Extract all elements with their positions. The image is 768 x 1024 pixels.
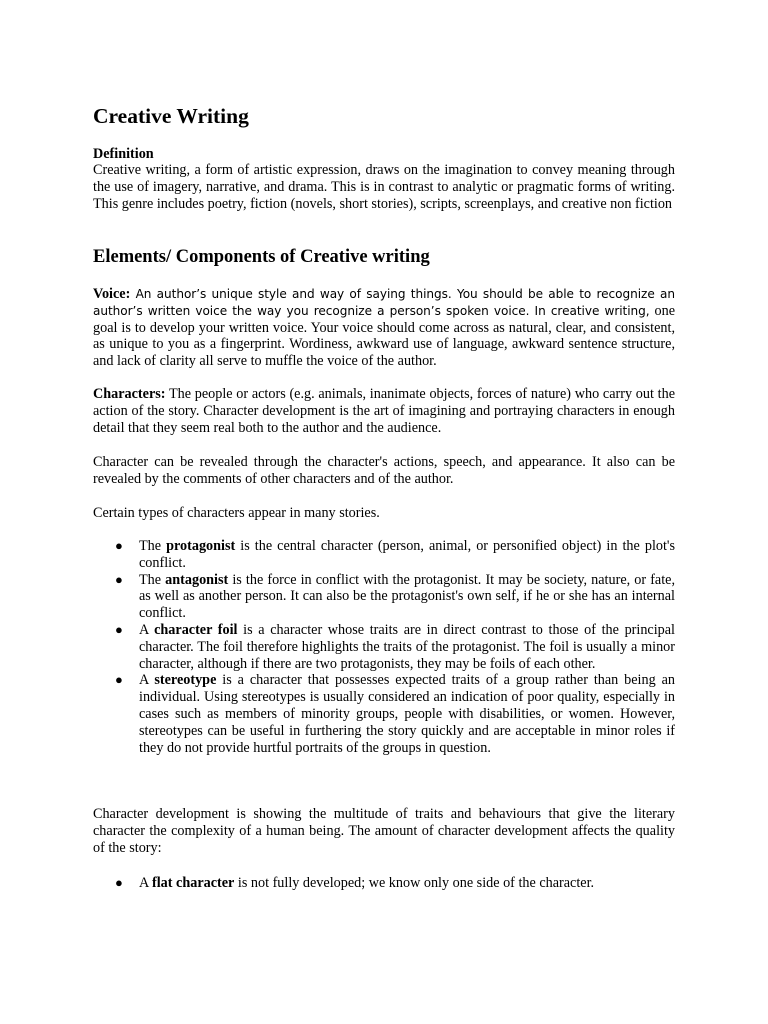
- list-item-text: is the central character (person, animal, or personified object) in the plot's conflict.: [139, 538, 675, 571]
- list-item: [93, 672, 675, 756]
- voice-label: Voice:: [93, 286, 131, 302]
- list-item-term: stereotype: [154, 672, 217, 689]
- bullet-icon: ●: [115, 672, 123, 688]
- revealed-paragraph: Character can be revealed through the character's actions, speech, and appearance. It also can be revealed by the comments of other characters and of the author.: [93, 454, 675, 487]
- bullet-icon: ●: [115, 875, 123, 890]
- list-item: [93, 875, 675, 892]
- bullet-icon: ●: [115, 538, 123, 553]
- voice-text-serif: one goal is to develop your written voice. Your voice should come across as natural, clear, and consistent, as unique to you as a fingerprint. Wordiness, awkward use of language, awkward sentence structure, and lack of clarity all serve to muffle the voice of the author.: [93, 302, 675, 370]
- list-item-pre: A: [139, 875, 153, 891]
- elements-heading: Elements/ Components of Creative writing: [93, 247, 430, 267]
- bullet-icon: ●: [115, 621, 123, 637]
- voice-text-sans: An author’s unique style and way of saying things. You should be able to recognize an author’s written voice the way you recognize a person’s spoken voice. In creative writing,: [93, 287, 675, 318]
- voice-paragraph: [93, 286, 675, 370]
- list-item-term: character foil: [154, 621, 238, 638]
- definition-label: Definition: [93, 146, 154, 162]
- page-title: Creative Writing: [93, 104, 249, 128]
- development-paragraph: Character development is showing the multitude of traits and behaviours that give the literary character the complexity of a human being. The amount of character development affects the quality of the story:: [93, 806, 675, 856]
- list-item-text: is not fully developed; we know only one side of the character.: [234, 875, 595, 891]
- list-item-pre: The: [139, 538, 167, 554]
- list-item: [93, 622, 675, 672]
- list-item-pre: A: [139, 621, 155, 638]
- list-item-term: flat character: [152, 875, 235, 891]
- list-item: [93, 538, 675, 572]
- bullet-icon: ●: [115, 571, 123, 587]
- definition-text: Creative writing, a form of artistic expression, draws on the imagination to convey meaning through the use of imagery, narrative, and drama. This is in contrast to analytic or pragmatic forms of writing. This genre includes poetry, fiction (novels, short stories), scripts, screenplays, and creative non fiction: [93, 162, 675, 212]
- character-types-list: [93, 538, 675, 756]
- characters-paragraph: [93, 386, 675, 436]
- characters-text: The people or actors (e.g. animals, inanimate objects, forces of nature) who carry out the action of the story. Character development is the art of imagining and portraying characters in enough detail that they seem real both to the author and the audience.: [93, 386, 675, 436]
- list-item-text: is a character that possesses expected traits of a group rather than being an individual. Using stereotypes is usually considered an indication of poor quality, especially in cases such as members of minority groups, people with disabilities, or women. However, stereotypes can be useful in furthering the story quickly and are acceptable in minor roles if they do not provide hurtful portraits of the groups in question.: [139, 672, 675, 756]
- list-item-term: antagonist: [165, 571, 229, 588]
- characters-label: Characters:: [93, 386, 166, 402]
- certain-types-paragraph: Certain types of characters appear in many stories.: [93, 505, 380, 521]
- list-item-pre: The: [139, 571, 166, 588]
- development-types-list: [93, 875, 675, 892]
- list-item-term: protagonist: [166, 538, 236, 554]
- list-item-text: is the force in conflict with the protagonist. It may be society, nature, or fate, as well as another person. It can also be the protagonist's own self, if he or she has an internal conflict.: [139, 571, 676, 622]
- list-item: [93, 572, 675, 622]
- list-item-pre: A: [139, 672, 155, 689]
- list-item-text: is a character whose traits are in direct contrast to those of the principal character. The foil therefore highlights the traits of the protagonist. The foil is usually a minor character, although if there are two protagonists, they may be foils of each other.: [139, 621, 675, 672]
